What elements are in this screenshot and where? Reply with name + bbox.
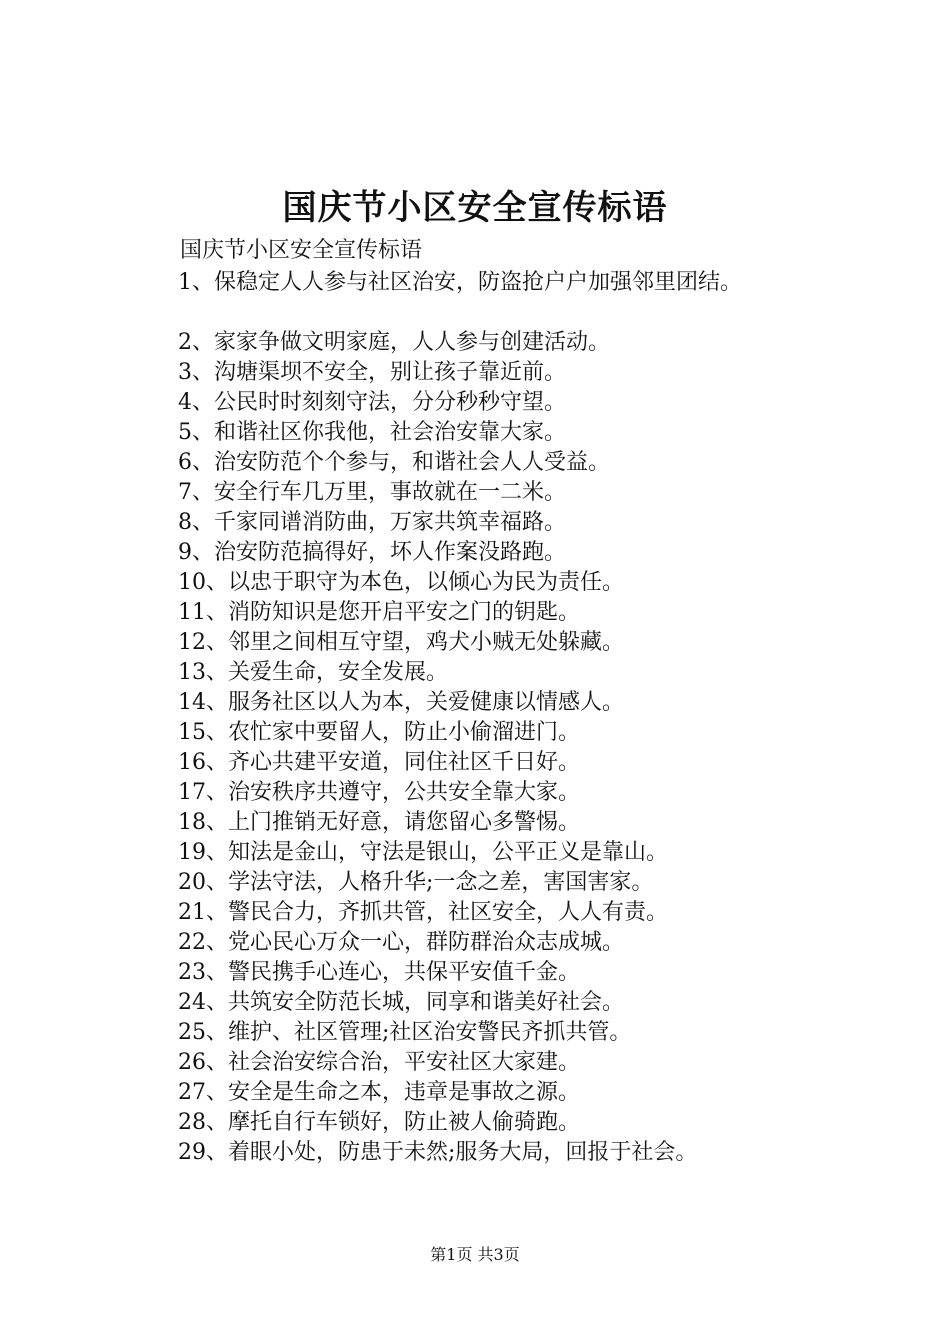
- slogan-item: 9、治安防范搞得好，坏人作案没路跑。: [178, 540, 566, 565]
- slogan-item: 1、保稳定人人参与社区治安，防盗抢户户加强邻里团结。: [178, 270, 742, 295]
- slogan-item: 24、共筑安全防范长城，同享和谐美好社会。: [178, 990, 624, 1015]
- slogan-item: 19、知法是金山，守法是银山，公平正义是靠山。: [178, 840, 668, 865]
- slogan-item: 5、和谐社区你我他，社会治安靠大家。: [178, 420, 566, 445]
- slogan-item: 8、千家同谱消防曲，万家共筑幸福路。: [178, 510, 566, 535]
- slogan-item: 29、着眼小处，防患于未然;服务大局，回报于社会。: [178, 1140, 698, 1165]
- slogan-item: 26、社会治安综合治，平安社区大家建。: [178, 1050, 580, 1075]
- slogan-item: 21、警民合力，齐抓共管，社区安全，人人有责。: [178, 900, 668, 925]
- slogan-item: 6、治安防范个个参与，和谐社会人人受益。: [178, 450, 610, 475]
- slogan-list: [178, 268, 878, 1168]
- slogan-item: 10、以忠于职守为本色，以倾心为民为责任。: [178, 570, 624, 595]
- slogan-item: 16、齐心共建平安道，同住社区千日好。: [178, 750, 580, 775]
- slogan-item: 3、沟塘渠坝不安全，别让孩子靠近前。: [178, 360, 566, 385]
- slogan-item: 4、公民时时刻刻守法，分分秒秒守望。: [178, 390, 566, 415]
- slogan-item: 22、党心民心万众一心，群防群治众志成城。: [178, 930, 624, 955]
- document-subtitle: 国庆节小区安全宣传标语: [180, 238, 423, 263]
- slogan-item: 13、关爱生命，安全发展。: [178, 660, 448, 685]
- document-title: 国庆节小区安全宣传标语: [282, 188, 668, 228]
- slogan-item: 20、学法守法，人格升华;一念之差，害国害家。: [178, 870, 654, 895]
- slogan-item: 12、邻里之间相互守望，鸡犬小贼无处躲藏。: [178, 630, 624, 655]
- slogan-item: 25、维护、社区管理;社区治安警民齐抓共管。: [178, 1020, 632, 1045]
- slogan-item: 2、家家争做文明家庭，人人参与创建活动。: [178, 330, 610, 355]
- slogan-item: 14、服务社区以人为本，关爱健康以情感人。: [178, 690, 624, 715]
- slogan-item: 27、安全是生命之本，违章是事故之源。: [178, 1080, 580, 1105]
- slogan-item: 15、农忙家中要留人，防止小偷溜进门。: [178, 720, 580, 745]
- slogan-item: 7、安全行车几万里，事故就在一二米。: [178, 480, 566, 505]
- slogan-item: 17、治安秩序共遵守，公共安全靠大家。: [178, 780, 580, 805]
- page-number-footer: 第1页 共3页: [430, 1245, 520, 1264]
- slogan-item: 11、消防知识是您开启平安之门的钥匙。: [178, 600, 580, 625]
- slogan-item: 23、警民携手心连心，共保平安值千金。: [178, 960, 580, 985]
- slogan-item: 28、摩托自行车锁好，防止被人偷骑跑。: [178, 1110, 580, 1135]
- slogan-item: 18、上门推销无好意，请您留心多警惕。: [178, 810, 580, 835]
